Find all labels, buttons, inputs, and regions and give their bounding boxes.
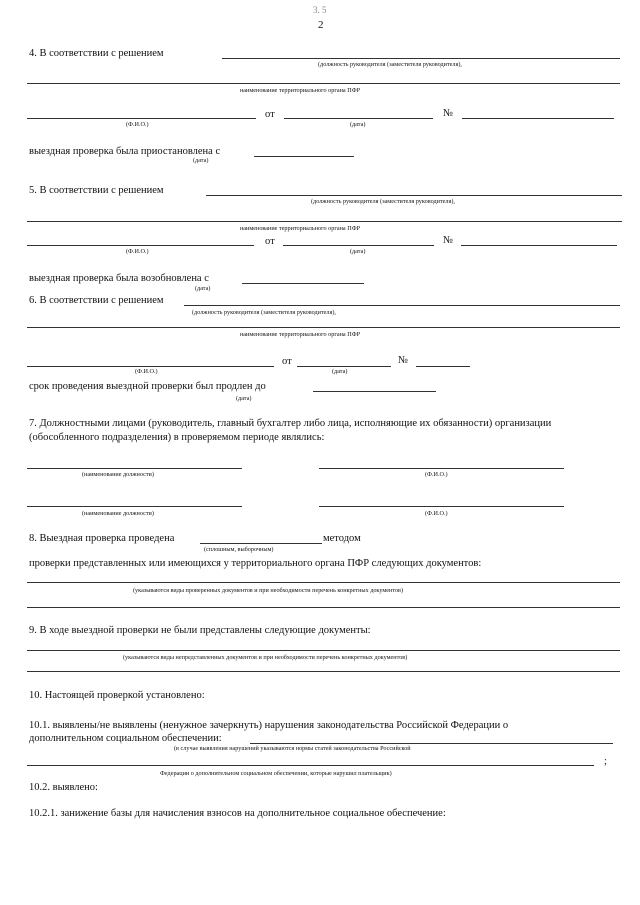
s10-1-norms-line-2	[27, 765, 594, 766]
s5-org-line	[27, 221, 622, 222]
s5-resumed-line	[242, 283, 364, 284]
s7-text-1: 7. Должностными лицами (руководитель, главный бухгалтер либо лица, исполняющие их обязанности) организации	[29, 418, 552, 429]
s4-heading: 4. В соответствии с решением	[29, 48, 164, 59]
s7-fio-hint-1: (Ф.И.О.)	[425, 471, 448, 478]
s5-date-line	[283, 245, 434, 246]
s5-resumed-date-hint: (дата)	[195, 285, 211, 292]
s10-1-semicolon: ;	[604, 756, 607, 767]
s7-position-line-1	[27, 468, 242, 469]
s10-1-line-2: дополнительном социальном обеспечении:	[29, 733, 222, 744]
s5-fio-hint: (Ф.И.О.)	[126, 248, 149, 255]
s4-position-hint: (должность руководителя (заместителя руководителя),	[318, 61, 462, 68]
s5-no-line	[461, 245, 617, 246]
s4-suspended-date-hint: (дата)	[193, 157, 209, 164]
s8-docs-line-1	[27, 582, 620, 583]
s7-position-line-2	[27, 506, 242, 507]
s6-from-label: от	[282, 356, 292, 367]
page-number: 2	[318, 19, 324, 31]
s7-position-hint-2: (наименование должности)	[82, 510, 154, 517]
s4-position-line	[222, 58, 620, 59]
s7-fio-line-1	[319, 468, 564, 469]
s9-text: 9. В ходе выездной проверки не были представлены следующие документы:	[29, 625, 371, 636]
s8-method-hint: (сплошным, выборочным)	[204, 546, 274, 553]
s4-date-line	[284, 118, 433, 119]
s6-heading: 6. В соответствии с решением	[29, 295, 164, 306]
s5-org-hint: наименование территориального органа ПФР	[240, 225, 361, 232]
s6-date-hint: (дата)	[332, 368, 348, 375]
s9-docs-hint: (указываются виды непредставленных документов и при необходимости перечень конкретных документов)	[123, 654, 408, 661]
s10-text: 10. Настоящей проверкой установлено:	[29, 690, 205, 701]
s8-text-1a: 8. Выездная проверка проведена	[29, 533, 175, 544]
s4-no-label: №	[443, 108, 454, 119]
s6-no-line	[416, 366, 470, 367]
s6-date-line	[297, 366, 391, 367]
page-top-mark: 3. 5	[313, 5, 327, 15]
s4-no-line	[462, 118, 614, 119]
s4-org-hint: наименование территориального органа ПФР	[240, 87, 361, 94]
s5-position-line	[206, 195, 622, 196]
s10-2-text: 10.2. выявлено:	[29, 782, 98, 793]
s6-position-hint: (должность руководителя (заместителя руководителя),	[192, 309, 336, 316]
s5-from-label: от	[265, 236, 275, 247]
s8-text-1b: методом	[323, 533, 361, 544]
s6-org-line	[27, 327, 620, 328]
s6-org-hint: наименование территориального органа ПФР	[240, 331, 361, 338]
s6-fio-line	[27, 366, 274, 367]
s5-position-hint: (должность руководителя (заместителя руководителя),	[311, 198, 455, 205]
s7-fio-line-2	[319, 506, 564, 507]
s7-position-hint-1: (наименование должности)	[82, 471, 154, 478]
s10-1-norms-line-1	[250, 743, 613, 744]
s4-fio-line	[27, 118, 256, 119]
s5-no-label: №	[443, 235, 454, 246]
s6-fio-hint: (Ф.И.О.)	[135, 368, 158, 375]
s8-text-2: проверки представленных или имеющихся у территориального органа ПФР следующих документов:	[29, 558, 482, 569]
s6-extended-line	[313, 391, 436, 392]
s8-method-line	[200, 543, 322, 544]
s5-heading: 5. В соответствии с решением	[29, 185, 164, 196]
s4-from-label: от	[265, 109, 275, 120]
s8-docs-line-2	[27, 607, 620, 608]
s7-text-2: (обособленного подразделения) в проверяемом периоде являлись:	[29, 432, 325, 443]
s6-position-line	[184, 305, 620, 306]
s8-docs-hint: (указываются виды проверенных документов и при необходимости перечень конкретных документов)	[133, 587, 404, 594]
s10-1-hint-2: Федерации о дополнительном социальном обеспечении, которые нарушил плательщик)	[160, 770, 392, 777]
s10-1-hint-1: (в случае выявления нарушений указываются нормы статей законодательства Российской	[174, 745, 411, 752]
s5-fio-line	[27, 245, 254, 246]
s5-date-hint: (дата)	[350, 248, 366, 255]
s4-suspended: выездная проверка была приостановлена с	[29, 146, 221, 157]
s5-resumed: выездная проверка была возобновлена с	[29, 273, 209, 284]
s9-docs-line-2	[27, 671, 620, 672]
s4-fio-hint: (Ф.И.О.)	[126, 121, 149, 128]
s4-suspended-line	[254, 156, 354, 157]
s6-extended: срок проведения выездной проверки был продлен до	[29, 381, 266, 392]
s7-fio-hint-2: (Ф.И.О.)	[425, 510, 448, 517]
s4-org-line	[27, 83, 620, 84]
s4-date-hint: (дата)	[350, 121, 366, 128]
s6-no-label: №	[398, 355, 409, 366]
s10-2-1-text: 10.2.1. занижение базы для начисления взносов на дополнительное социальное обеспечение:	[29, 808, 446, 819]
s10-1-line-1: 10.1. выявлены/не выявлены (ненужное зачеркнуть) нарушения законодательства Российской Федерации о	[29, 720, 509, 731]
s9-docs-line-1	[27, 650, 620, 651]
s6-extended-date-hint: (дата)	[236, 395, 252, 402]
